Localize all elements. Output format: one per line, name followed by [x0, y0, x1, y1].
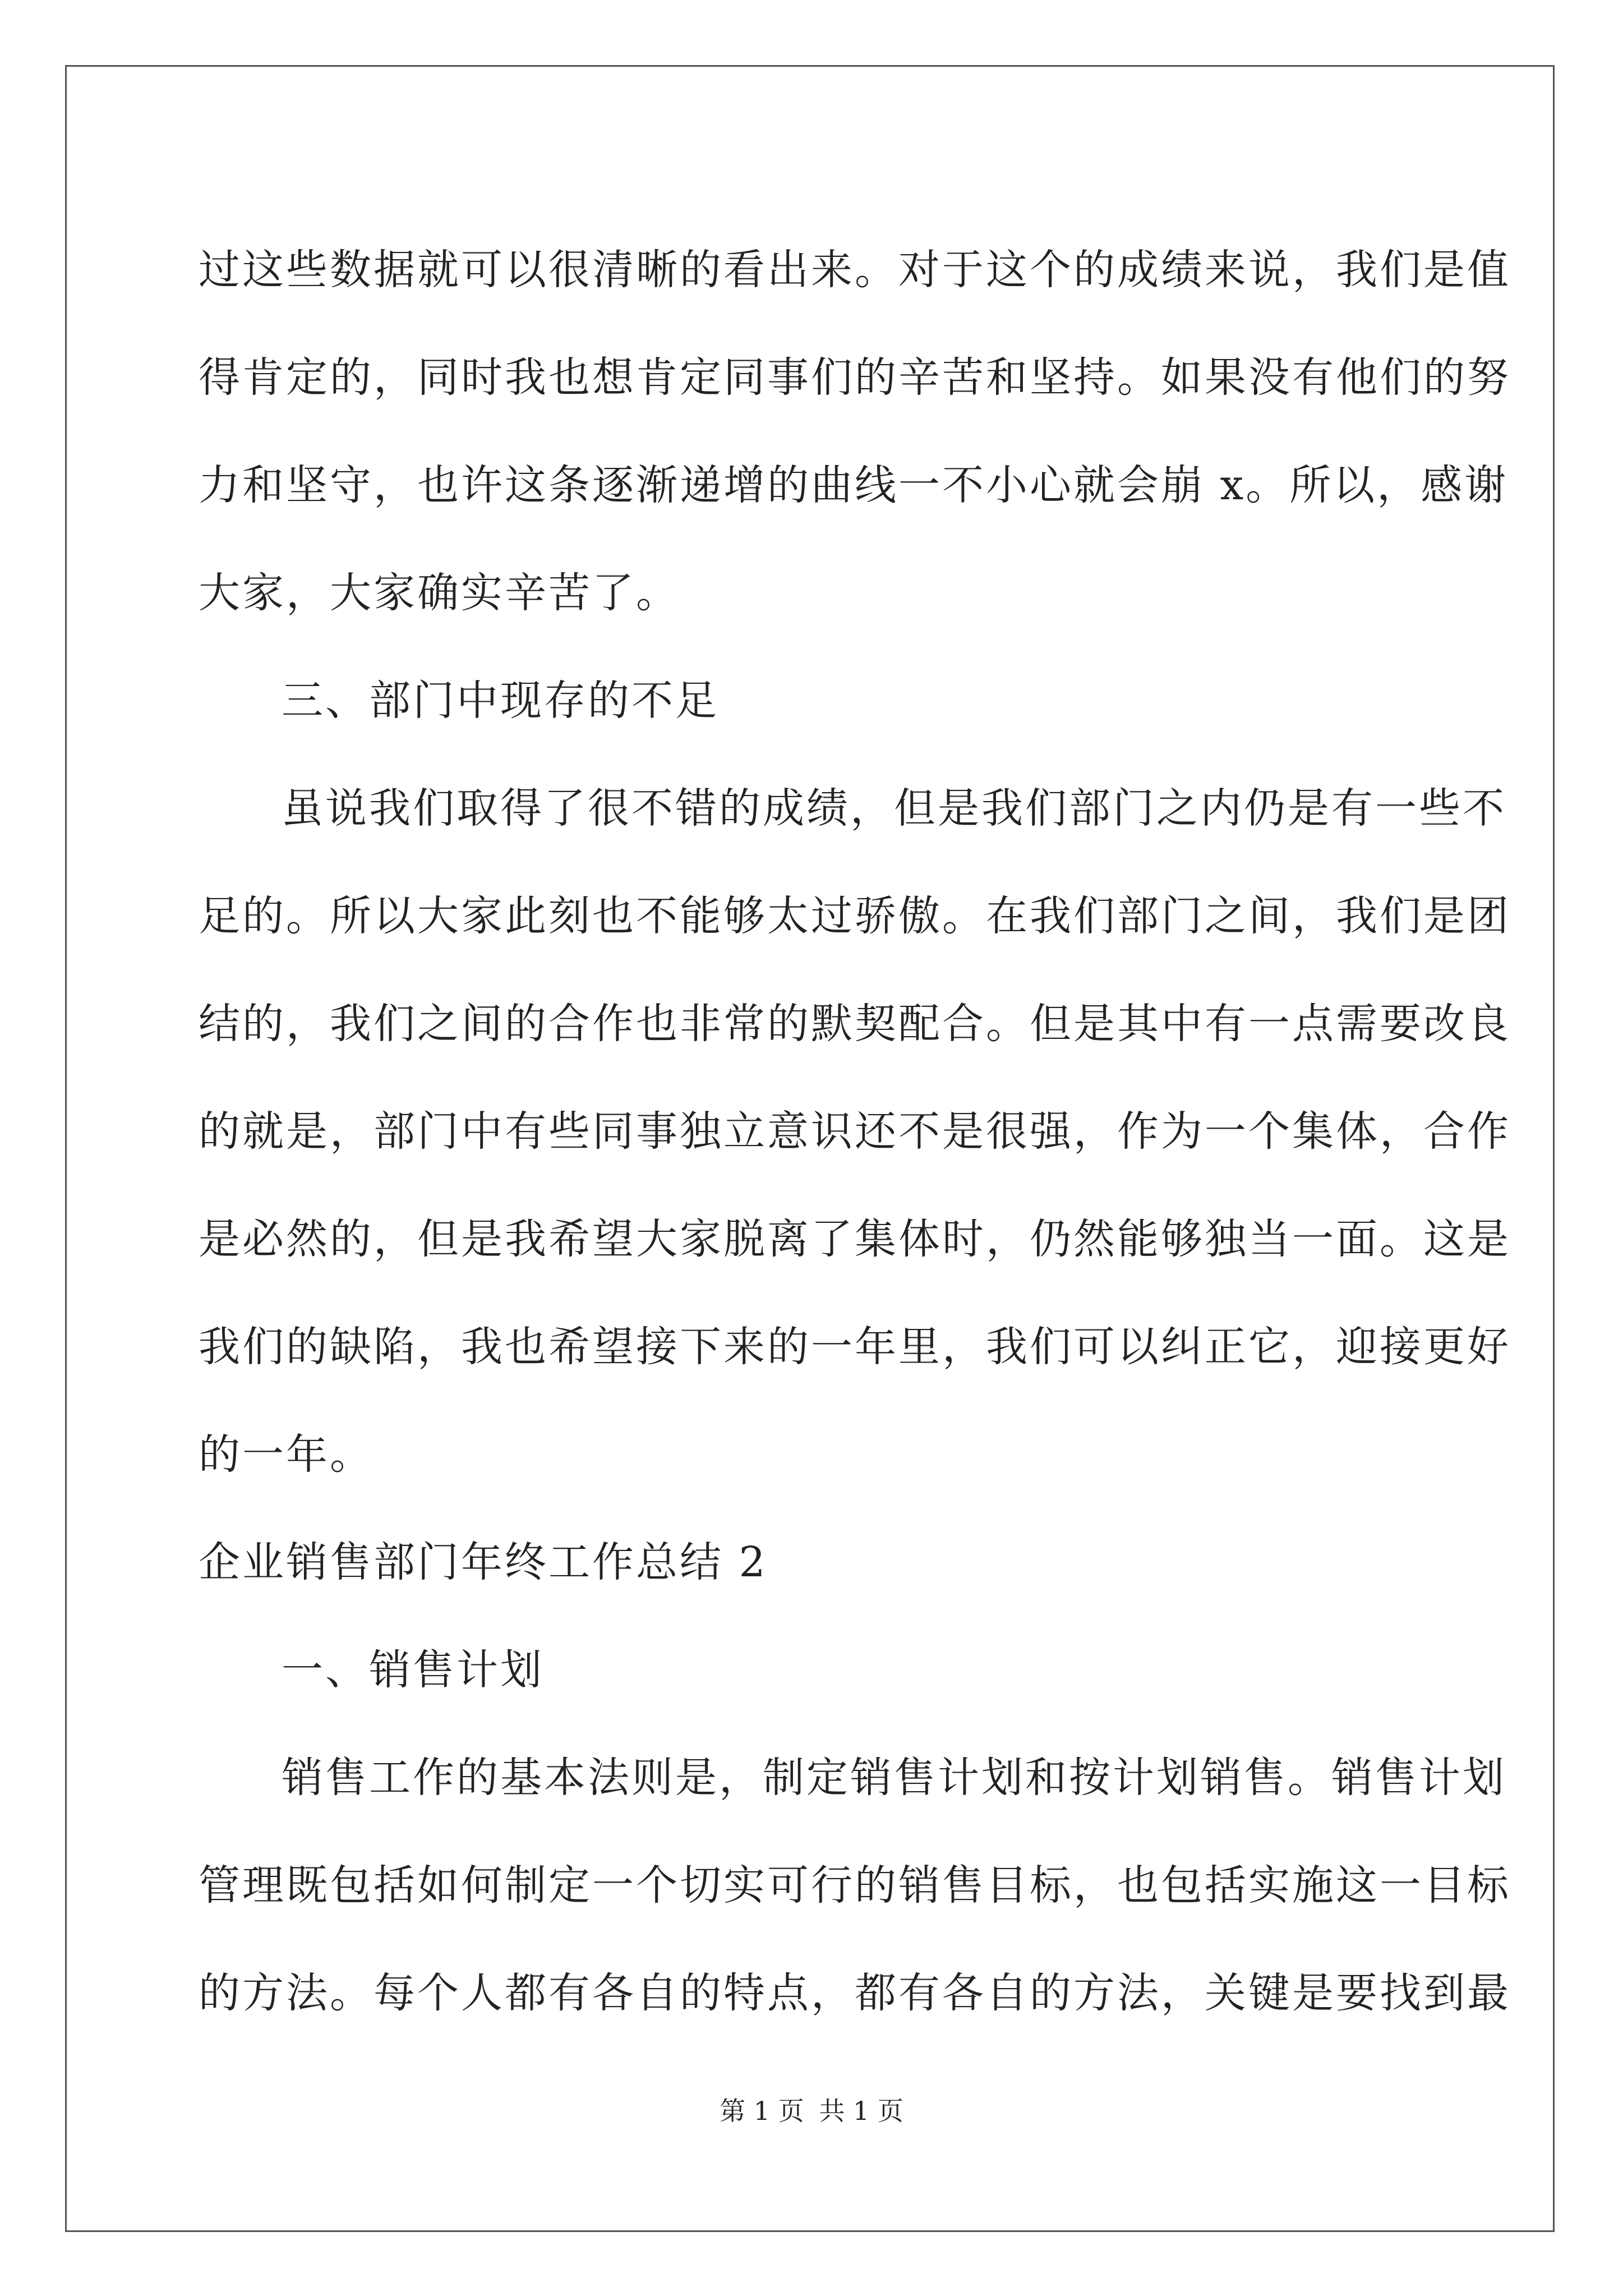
text-line: 得肯定的，同时我也想肯定同事们的辛苦和坚持。如果没有他们的努 — [199, 353, 1511, 402]
text-line: 的就是，部门中有些同事独立意识还不是很强，作为一个集体，合作 — [199, 1107, 1511, 1156]
text-line: 过这些数据就可以很清晰的看出来。对于这个的成绩来说，我们是值 — [199, 246, 1511, 294]
text-line: 力和坚守，也许这条逐渐递增的曲线一不小心就会崩 x。所以，感谢 — [199, 461, 1509, 509]
section-heading: 三、部门中现存的不足 — [282, 677, 719, 725]
page-number: 第 1 页 — [720, 2096, 804, 2126]
text-line: 的一年。 — [199, 1430, 374, 1479]
text-line: 大家，大家确实辛苦了。 — [199, 569, 680, 617]
text-line: 足的。所以大家此刻也不能够太过骄傲。在我们部门之间，我们是团 — [199, 892, 1511, 940]
text-line: 管理既包括如何制定一个切实可行的销售目标，也包括实施这一目标 — [199, 1861, 1511, 1910]
text-line: 的方法。每个人都有各自的特点，都有各自的方法，关键是要找到最 — [199, 1969, 1511, 2017]
document-body — [199, 216, 1511, 2047]
text-line: 虽说我们取得了很不错的成绩，但是我们部门之内仍是有一些不 — [282, 784, 1506, 832]
text-line: 销售工作的基本法则是，制定销售计划和按计划销售。销售计划 — [282, 1754, 1506, 1802]
page-total: 共 1 页 — [819, 2096, 903, 2126]
page-footer — [0, 2094, 1623, 2128]
section-heading: 一、销售计划 — [282, 1646, 544, 1694]
text-line: 结的，我们之间的合作也非常的默契配合。但是其中有一点需要改良 — [199, 1000, 1511, 1048]
document-title: 企业销售部门年终工作总结 2 — [199, 1538, 768, 1586]
text-line: 我们的缺陷，我也希望接下来的一年里，我们可以纠正它，迎接更好 — [199, 1323, 1511, 1371]
text-line: 是必然的，但是我希望大家脱离了集体时，仍然能够独当一面。这是 — [199, 1215, 1511, 1263]
